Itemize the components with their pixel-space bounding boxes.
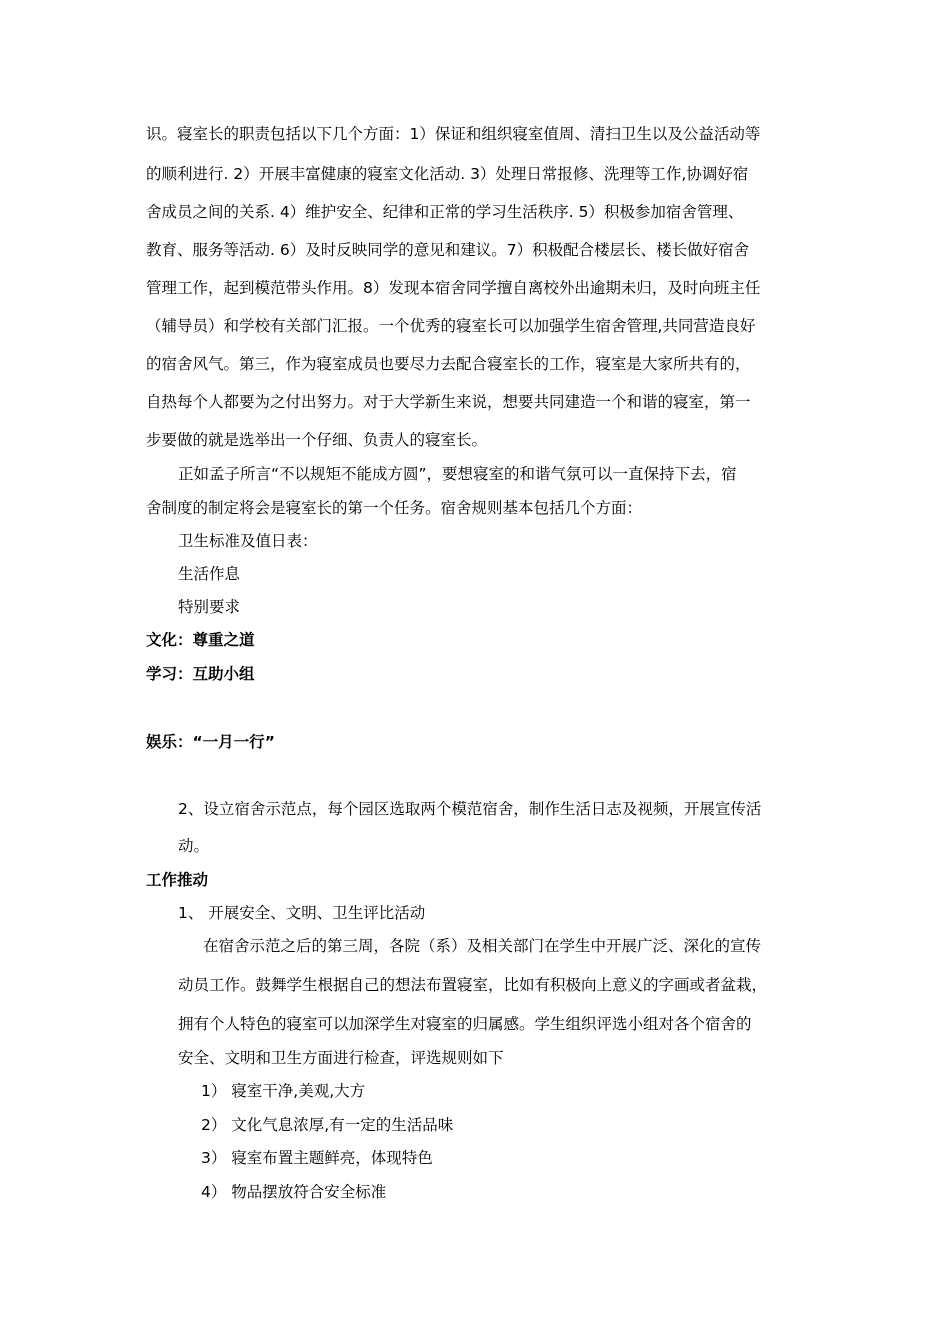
paragraph-line: 步要做的就是选举出一个仔细、负责人的寝室长。 — [146, 431, 488, 449]
paragraph-line: 管理工作，起到模范带头作用。8）发现本宿舍同学擅自离校外出逾期未归，及时向班主任 — [146, 279, 761, 297]
criteria-item: 3） 寝室布置主题鲜亮，体现特色 — [201, 1149, 433, 1167]
paragraph-line: 自热每个人都要为之付出努力。对于大学新生来说，想要共同建造一个和谐的寝室，第一 — [146, 393, 751, 411]
rule-item: 特别要求 — [178, 598, 241, 616]
criteria-item: 1） 寝室干净,美观,大方 — [201, 1082, 366, 1100]
heading-entertainment: 娱乐：“一月一行” — [146, 733, 275, 751]
criteria-item: 2） 文化气息浓厚,有一定的生活品味 — [201, 1116, 454, 1134]
heading-study: 学习：互助小组 — [146, 665, 255, 683]
work-item-title: 1、 开展安全、文明、卫生评比活动 — [178, 904, 426, 922]
rule-item: 生活作息 — [178, 565, 241, 583]
paragraph-line: 正如孟子所言“不以规矩不能成方圆”，要想寝室的和谐气氛可以一直保持下去，宿 — [178, 465, 737, 483]
criteria-item: 4） 物品摆放符合安全标准 — [201, 1183, 387, 1201]
paragraph-line: 舍制度的制定将会是寝室长的第一个任务。宿舍规则基本包括几个方面： — [146, 499, 643, 517]
list-item-line: 2、设立宿舍示范点，每个园区选取两个模范宿舍，制作生活日志及视频，开展宣传活 — [178, 800, 762, 818]
rule-item: 卫生标准及值日表： — [178, 532, 318, 550]
work-item-line: 安全、文明和卫生方面进行检查，评选规则如下 — [178, 1049, 504, 1067]
paragraph-line: 识。寝室长的职责包括以下几个方面：1）保证和组织寝室值周、清扫卫生以及公益活动等 — [146, 125, 761, 143]
paragraph-line: 的顺利进行. 2）开展丰富健康的寝室文化活动. 3）处理日常报修、洗理等工作,协调好宿 — [146, 165, 749, 183]
list-item-line: 动。 — [178, 837, 210, 855]
paragraph-line: 教育、服务等活动. 6）及时反映同学的意见和建议。7）积极配合楼层长、楼长做好宿舍 — [146, 241, 750, 259]
heading-culture: 文化：尊重之道 — [146, 631, 255, 649]
heading-work: 工作推动 — [146, 871, 209, 889]
work-item-line: 在宿舍示范之后的第三周，各院（系）及相关部门在学生中开展广泛、深化的宣传 — [203, 937, 762, 955]
work-item-line: 动员工作。鼓舞学生根据自己的想法布置寝室，比如有积极向上意义的字画或者盆栽， — [178, 976, 768, 994]
paragraph-line: 舍成员之间的关系. 4）维护安全、纪律和正常的学习生活秩序. 5）积极参加宿舍管理、 — [146, 203, 744, 221]
work-item-line: 拥有个人特色的寝室可以加深学生对寝室的归属感。学生组织评选小组对各个宿舍的 — [178, 1015, 752, 1033]
paragraph-line: 的宿舍风气。第三，作为寝室成员也要尽力去配合寝室长的工作，寝室是大家所共有的， — [146, 355, 751, 373]
paragraph-line: （辅导员）和学校有关部门汇报。一个优秀的寝室长可以加强学生宿舍管理,共同营造良好 — [146, 317, 756, 335]
